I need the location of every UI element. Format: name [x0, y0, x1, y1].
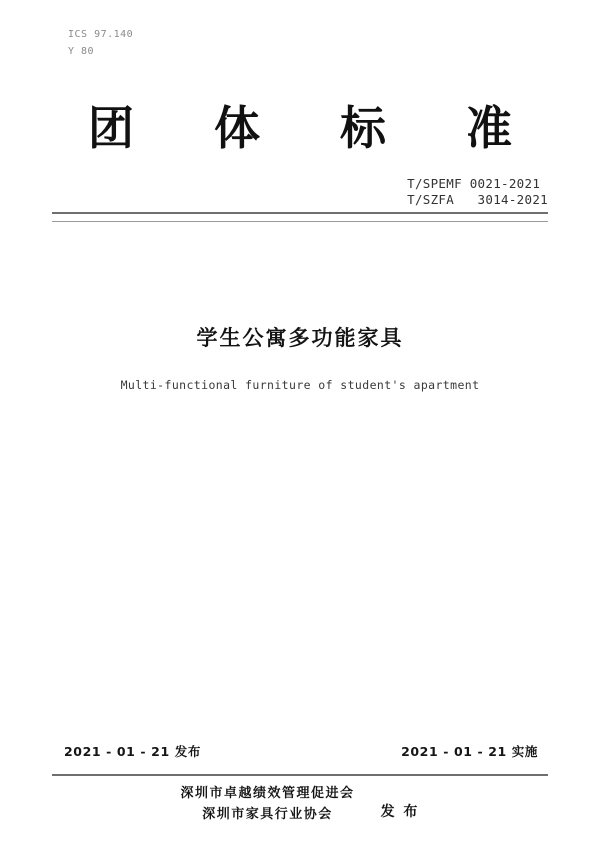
standard-number-secondary: T/SZFA 3014-2021: [407, 192, 548, 207]
issuer-block: [0, 783, 600, 825]
footer-rule: [52, 774, 548, 776]
standard-number-primary: T/SPEMF 0021-2021: [407, 176, 541, 191]
ccs-code: Y 80: [68, 46, 95, 57]
implementation-date: 2021 - 01 - 21 实施: [401, 744, 538, 759]
header-rule-thin: [52, 221, 548, 222]
issue-label: 发 布: [380, 804, 420, 820]
standard-number-block: [407, 176, 548, 208]
ics-code: ICS 97.140: [68, 29, 134, 40]
publish-date: 2021 - 01 - 21 发布: [64, 744, 201, 759]
document-title-chinese: 学生公寓多功能家具: [196, 326, 404, 350]
issuer-organization-2: 深圳市家具行业协会: [202, 807, 333, 822]
issuer-names: [181, 783, 355, 825]
classification-codes: [68, 26, 133, 60]
document-title-english: Multi-functional furniture of student's apartment: [120, 378, 480, 392]
issuer-organization-1: 深圳市卓越绩效管理促进会: [180, 786, 355, 801]
standard-type-title: 团 体 标 准: [87, 101, 545, 155]
header-rule-thick: [52, 212, 548, 214]
